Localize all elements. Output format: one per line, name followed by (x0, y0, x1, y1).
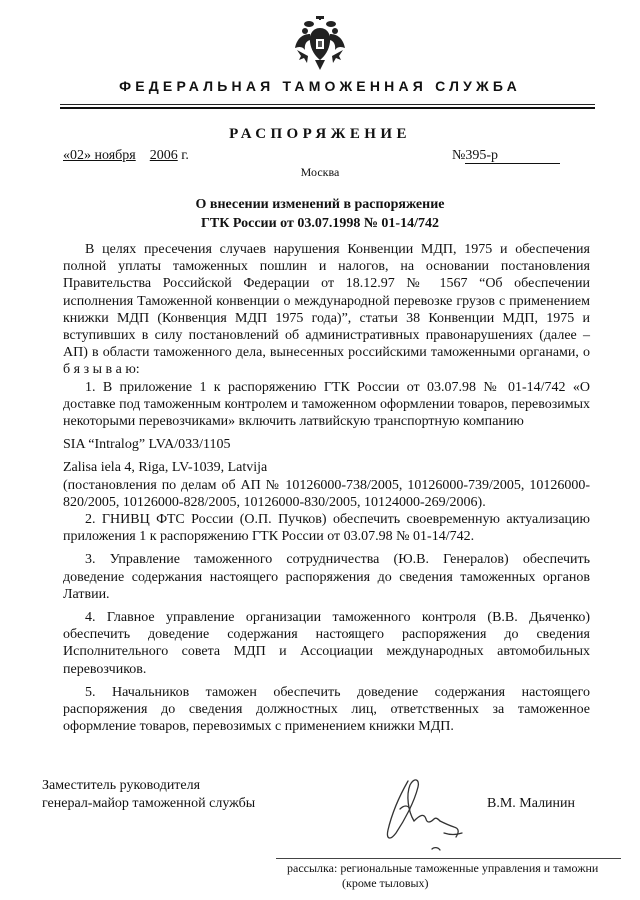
item-1-paragraph: 1. В приложение 1 к распоряжению ГТК России от 03.07.98 № 01-14/742 «О доставке под таможенным контролем и таможенном оформлении товаров, перевозимых некоторыми перевозчиками» включить латвийскую транспортную компанию (63, 379, 590, 430)
number-value: 395-р (465, 148, 560, 164)
preamble-paragraph: В целях пресечения случаев нарушения Конвенции МДП, 1975 и обеспечения полной уплаты таможенных пошлин и налогов, на основании постановления Правительства Российской Федерации от 18.12.97 № 1567 “Об обеспечении исполнения Таможенной конвенции о международной перевозке грузов с применением книжки МДП (Конвенция МДП 1975 года)”, статьи 38 Конвенции МДП, 1975 и вступивших в силу постановлений об административных правонарушениях (далее – АП) в области таможенного дела, вынесенных российскими таможенными органами, о б я з ы в а ю: (63, 242, 590, 378)
signatory-title (42, 777, 255, 813)
distribution-rule (276, 858, 621, 859)
document-subject (0, 195, 640, 233)
header-rule-thin (60, 104, 595, 105)
number-sign: № (452, 148, 466, 163)
date-year: 2006 (149, 148, 178, 163)
subject-line-2: ГТК России от 03.07.1998 № 01-14/742 (201, 216, 439, 231)
subject-line-1: О внесении изменений в распоряжение (195, 197, 445, 212)
document-body (63, 241, 590, 735)
double-headed-eagle-emblem-icon (295, 16, 345, 70)
header-rule-thick (60, 107, 595, 109)
distribution-line-1: рассылка: региональные таможенные управления и таможни (287, 861, 599, 875)
cases-paragraph: (постановления по делам об АП № 10126000-738/2005, 10126000-739/2005, 10126000-820/2005, 10126000-828/2005, 10126000-830/2005, 10124000-269/2006). (63, 477, 590, 510)
date-close-quote: » (84, 148, 95, 163)
signatory-name: В.М. Малинин (487, 796, 576, 811)
date-open-quote: « (63, 148, 70, 163)
item-2-paragraph: 2. ГНИВЦ ФТС России (О.П. Пучков) обеспечить своевременную актуализацию приложения 1 к распоряжению ГТК России от 03.07.98 № 01-14/742. (63, 512, 590, 545)
distribution-line-2: (кроме тыловых) (342, 876, 429, 890)
document-date (63, 148, 189, 164)
document-number (452, 148, 560, 164)
company-name-line: SIA “Intralog” LVA/033/1105 (63, 437, 231, 453)
date-year-suffix: г. (177, 148, 189, 163)
distribution-list (287, 861, 598, 891)
item-4-paragraph: 4. Главное управление организации таможенного контроля (В.В. Дьяченко) обеспечить доведение содержания настоящего распоряжения до сведения Исполнительного совета МДП и Ассоциации международных автомобильных перевозчиков. (63, 610, 590, 677)
signatory-title-line-2: генерал-майор таможенной службы (42, 796, 256, 811)
item-5-paragraph: 5. Начальников таможен обеспечить доведение содержания настоящего распоряжения до сведения должностных лиц, ответственных за таможенное оформление товаров, перевозимых с применением книжки МДП. (63, 684, 590, 735)
document-type-title: РАСПОРЯЖЕНИЕ (229, 126, 411, 142)
item-3-paragraph: 3. Управление таможенного сотрудничества (Ю.В. Генералов) обеспечить доведение содержания настоящего распоряжения до сведения таможенных органов Латвии. (63, 552, 590, 602)
signatory-title-line-1: Заместитель руководителя (42, 778, 201, 793)
agency-name: ФЕДЕРАЛЬНАЯ ТАМОЖЕННАЯ СЛУЖБА (119, 78, 521, 94)
date-day: 02 (70, 148, 84, 163)
company-address-line: Zalisa iela 4, Riga, LV-1039, Latvija (63, 460, 268, 476)
document-city: Москва (300, 165, 340, 179)
date-month: ноября (94, 148, 136, 163)
handwritten-signature-icon (370, 775, 480, 860)
